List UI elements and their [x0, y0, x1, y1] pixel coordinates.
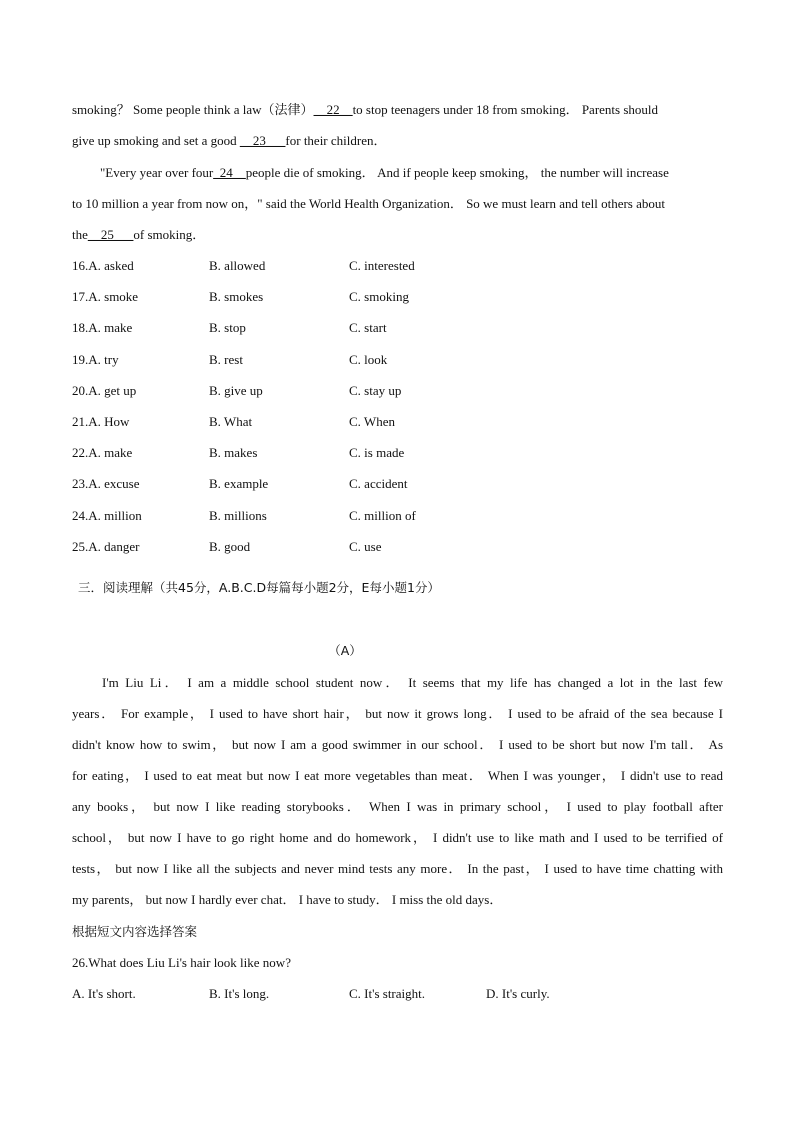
- reading-line-8: my parents， but now I hardly ever chat． I have to study． I miss the old days．: [72, 892, 503, 907]
- q17-option-b[interactable]: B. smokes: [209, 289, 264, 304]
- reading-line-7: tests， but now I like all the subjects and never mind tests any more． In the past， I used to have time chatting with: [72, 861, 723, 876]
- blank-25: __25___: [87, 227, 134, 242]
- passage-text: smoking？ Some people think a law（法律）: [72, 102, 314, 117]
- q19-option-a[interactable]: 19.A. try: [72, 352, 119, 367]
- part-label: （A）: [328, 643, 362, 658]
- reading-line-5: any books， but now I like reading storybooks． When I was in primary school， I used to play football after: [72, 799, 723, 814]
- q26-option-d[interactable]: D. It's curly.: [486, 986, 550, 1001]
- q22-option-c[interactable]: C. is made: [349, 445, 405, 460]
- q17-option-c[interactable]: C. smoking: [349, 289, 409, 304]
- q26-option-c[interactable]: C. It's straight.: [349, 986, 426, 1001]
- q24-option-a[interactable]: 24.A. million: [72, 508, 142, 523]
- q16-option-b[interactable]: B. allowed: [209, 258, 266, 273]
- passage-line-3: [100, 165, 669, 181]
- blank-23: __23___: [239, 133, 286, 148]
- q23-option-b[interactable]: B. example: [209, 476, 269, 491]
- q21-option-b[interactable]: B. What: [209, 414, 253, 429]
- q22-option-b[interactable]: B. makes: [209, 445, 258, 460]
- passage-text: the: [72, 227, 88, 242]
- q20-option-b[interactable]: B. give up: [209, 383, 263, 398]
- q21-option-a[interactable]: 21.A. How: [72, 414, 130, 429]
- q22-option-a[interactable]: 22.A. make: [72, 445, 133, 460]
- q18-option-b[interactable]: B. stop: [209, 320, 246, 335]
- q25-option-b[interactable]: B. good: [209, 539, 251, 554]
- q23-option-a[interactable]: 23.A. excuse: [72, 476, 140, 491]
- passage-line-2: [72, 133, 386, 149]
- q18-option-c[interactable]: C. start: [349, 320, 387, 335]
- reading-line-6: school， but now I have to go right home and do homework， I didn't use to like math and I used to be terrified of: [72, 830, 723, 845]
- q18-option-a[interactable]: 18.A. make: [72, 320, 133, 335]
- passage-line-5: [72, 227, 205, 243]
- q20-option-c[interactable]: C. stay up: [349, 383, 402, 398]
- passage-line-1: [72, 102, 658, 118]
- q25-option-a[interactable]: 25.A. danger: [72, 539, 140, 554]
- passage-text: for their children．: [285, 133, 387, 148]
- section-heading: 三．阅读理解（共45分，A.B.C.D每篇每小题2分，E每小题1分）: [78, 580, 440, 595]
- reading-line-1: I'm Liu Li． I am a middle school student now． It seems that my life has changed a lot in the last few: [102, 675, 723, 690]
- passage-text: to stop teenagers under 18 from smoking． Parents should: [352, 102, 659, 117]
- passage-text: give up smoking and set a good: [72, 133, 240, 148]
- reading-line-4: for eating， I used to eat meat but now I eat more vegetables than meat． When I was younger， I didn't use to read: [72, 768, 723, 783]
- instruction: 根据短文内容选择答案: [72, 924, 198, 939]
- q23-option-c[interactable]: C. accident: [349, 476, 408, 491]
- blank-24: _24__: [213, 165, 246, 180]
- q16-option-a[interactable]: 16.A. asked: [72, 258, 134, 273]
- question-26-stem: 26.What does Liu Li's hair look like now?: [72, 955, 291, 970]
- q25-option-c[interactable]: C. use: [349, 539, 382, 554]
- q21-option-c[interactable]: C. When: [349, 414, 395, 429]
- q17-option-a[interactable]: 17.A. smoke: [72, 289, 139, 304]
- q26-option-a[interactable]: A. It's short.: [72, 986, 136, 1001]
- reading-line-2: years． For example， I used to have short hair， but now it grows long． I used to be afraid of the sea because I: [72, 706, 723, 721]
- blank-22: __22__: [313, 102, 353, 117]
- passage-line-4: to 10 million a year from now on，" said the World Health Organization． So we must learn and tell others about: [72, 196, 665, 211]
- q24-option-b[interactable]: B. millions: [209, 508, 267, 523]
- q19-option-b[interactable]: B. rest: [209, 352, 243, 367]
- passage-text: people die of smoking． And if people keep smoking， the number will increase: [245, 165, 669, 180]
- q26-option-b[interactable]: B. It's long.: [209, 986, 270, 1001]
- q16-option-c[interactable]: C. interested: [349, 258, 415, 273]
- q24-option-c[interactable]: C. million of: [349, 508, 416, 523]
- passage-text: "Every year over four: [100, 165, 214, 180]
- passage-text: of smoking．: [133, 227, 206, 242]
- q19-option-c[interactable]: C. look: [349, 352, 388, 367]
- q20-option-a[interactable]: 20.A. get up: [72, 383, 137, 398]
- reading-line-3: didn't know how to swim， but now I am a good swimmer in our school． I used to be short but now I'm tall． As: [72, 737, 723, 752]
